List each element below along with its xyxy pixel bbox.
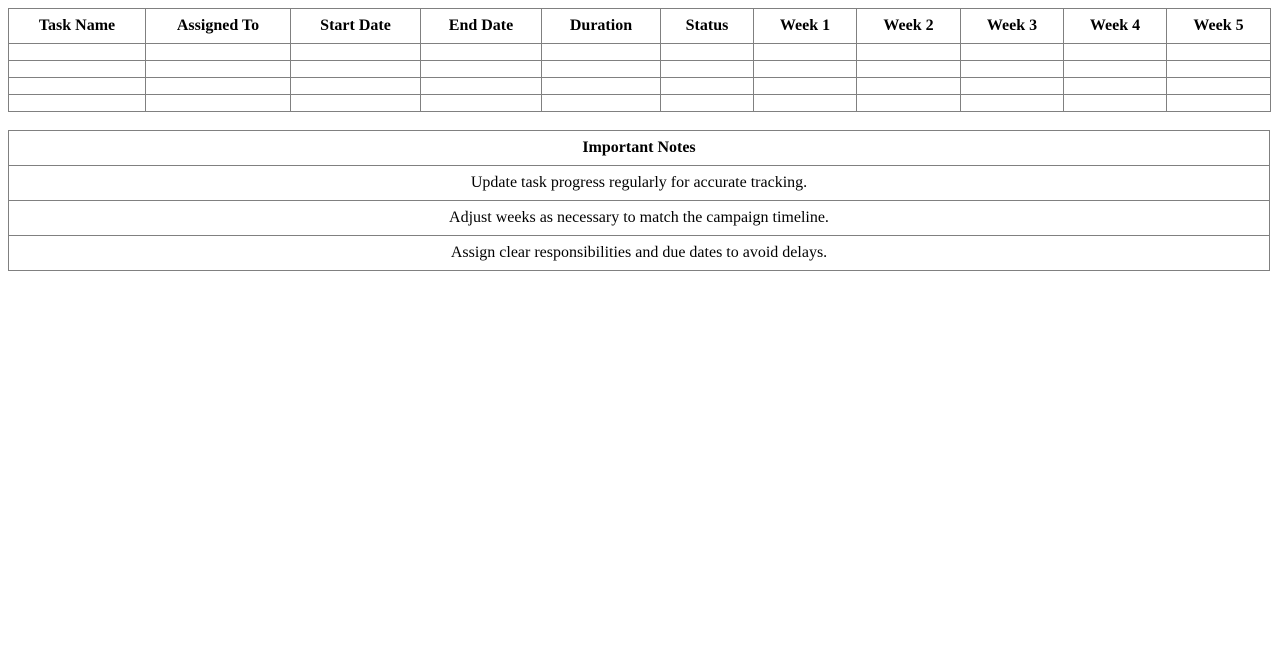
table-cell[interactable]	[1167, 78, 1271, 95]
header-end-date: End Date	[421, 9, 542, 44]
note-item: Adjust weeks as necessary to match the campaign timeline.	[9, 201, 1270, 236]
table-cell[interactable]	[9, 78, 146, 95]
table-cell[interactable]	[291, 78, 421, 95]
page-content	[8, 8, 1270, 271]
notes-row	[9, 201, 1270, 236]
table-cell[interactable]	[661, 95, 754, 112]
table-cell[interactable]	[146, 95, 291, 112]
notes-header-row	[9, 131, 1270, 166]
table-cell[interactable]	[754, 44, 857, 61]
table-row	[9, 61, 1271, 78]
table-cell[interactable]	[857, 44, 961, 61]
header-week-5: Week 5	[1167, 9, 1271, 44]
table-cell[interactable]	[1167, 61, 1271, 78]
table-cell[interactable]	[754, 61, 857, 78]
table-cell[interactable]	[961, 78, 1064, 95]
table-cell[interactable]	[542, 95, 661, 112]
table-cell[interactable]	[9, 95, 146, 112]
header-status: Status	[661, 9, 754, 44]
table-cell[interactable]	[421, 61, 542, 78]
table-cell[interactable]	[9, 44, 146, 61]
table-cell[interactable]	[291, 44, 421, 61]
table-cell[interactable]	[857, 78, 961, 95]
task-schedule-table	[8, 8, 1271, 112]
header-start-date: Start Date	[291, 9, 421, 44]
header-duration: Duration	[542, 9, 661, 44]
table-cell[interactable]	[857, 61, 961, 78]
table-cell[interactable]	[1064, 61, 1167, 78]
notes-title: Important Notes	[9, 131, 1270, 166]
header-week-4: Week 4	[1064, 9, 1167, 44]
table-cell[interactable]	[1064, 44, 1167, 61]
table-row	[9, 44, 1271, 61]
table-cell[interactable]	[1167, 44, 1271, 61]
table-cell[interactable]	[754, 78, 857, 95]
table-cell[interactable]	[421, 95, 542, 112]
table-cell[interactable]	[542, 61, 661, 78]
note-item: Assign clear responsibilities and due dates to avoid delays.	[9, 236, 1270, 271]
header-week-3: Week 3	[961, 9, 1064, 44]
table-cell[interactable]	[754, 95, 857, 112]
notes-row	[9, 236, 1270, 271]
header-week-2: Week 2	[857, 9, 961, 44]
table-cell[interactable]	[542, 44, 661, 61]
table-cell[interactable]	[661, 61, 754, 78]
table-cell[interactable]	[542, 78, 661, 95]
notes-row	[9, 166, 1270, 201]
header-assigned-to: Assigned To	[146, 9, 291, 44]
table-cell[interactable]	[146, 78, 291, 95]
header-week-1: Week 1	[754, 9, 857, 44]
table-cell[interactable]	[291, 95, 421, 112]
table-cell[interactable]	[661, 44, 754, 61]
table-cell[interactable]	[661, 78, 754, 95]
table-cell[interactable]	[421, 78, 542, 95]
table-cell[interactable]	[1064, 78, 1167, 95]
important-notes-table	[8, 130, 1270, 271]
note-item: Update task progress regularly for accurate tracking.	[9, 166, 1270, 201]
table-cell[interactable]	[291, 61, 421, 78]
table-cell[interactable]	[421, 44, 542, 61]
table-cell[interactable]	[146, 44, 291, 61]
table-cell[interactable]	[961, 95, 1064, 112]
table-cell[interactable]	[1167, 95, 1271, 112]
table-cell[interactable]	[9, 61, 146, 78]
table-cell[interactable]	[1064, 95, 1167, 112]
header-task-name: Task Name	[9, 9, 146, 44]
table-header-row	[9, 9, 1271, 44]
table-cell[interactable]	[961, 44, 1064, 61]
table-cell[interactable]	[146, 61, 291, 78]
table-row	[9, 78, 1271, 95]
table-row	[9, 95, 1271, 112]
table-cell[interactable]	[857, 95, 961, 112]
table-cell[interactable]	[961, 61, 1064, 78]
